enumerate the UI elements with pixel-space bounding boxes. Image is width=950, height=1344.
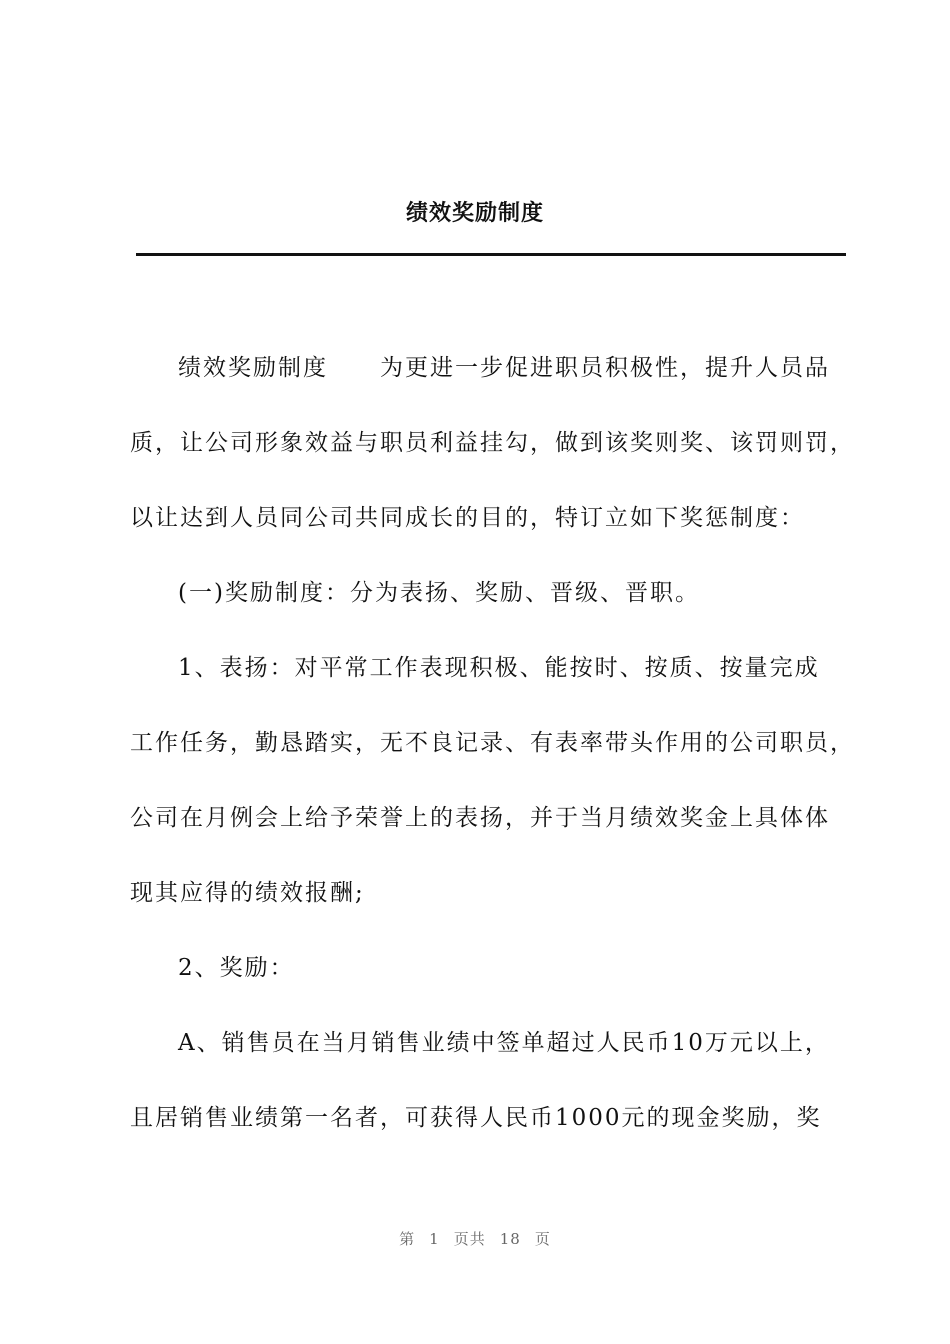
title-divider [136,253,846,256]
section-heading-rewards: (一)奖励制度：分为表扬、奖励、晋级、晋职。 [178,580,700,606]
footer-suffix: 页 [534,1230,551,1248]
intro-lead: 绩效奖励制度 [178,355,328,381]
itemA-line-1: A、销售员在当月销售业绩中签单超过人民币10万元以上， [178,1030,830,1056]
footer-total-pages: 18 [499,1230,521,1248]
item1-line-3: 公司在月例会上给予荣誉上的表扬，并于当月绩效奖金上具体体 [130,805,830,831]
paragraph-intro-line-3: 以让达到人员同公司共同成长的目的，特订立如下奖惩制度： [130,505,805,531]
intro-text: 为更进一步促进职员积极性，提升人员品 [380,355,830,381]
itemA-line-2: 且居销售业绩第一名者，可获得人民币1000元的现金奖励，奖 [130,1105,822,1131]
item1-line-2: 工作任务，勤恳踏实，无不良记录、有表率带头作用的公司职员， [130,730,855,756]
item1-line-4: 现其应得的绩效报酬; [130,880,365,906]
document-body [130,345,855,1170]
item1-line-1: 1、表扬：对平常工作表现积极、能按时、按质、按量完成 [178,655,820,681]
item2-heading: 2、奖励： [178,955,295,981]
paragraph-intro-line-1 [130,345,840,420]
footer-page-number: 1 [429,1230,440,1248]
page-title: 绩效奖励制度 [405,201,544,226]
footer-middle: 页共 [453,1230,486,1248]
paragraph-intro-line-2: 质，让公司形象效益与职员利益挂勾，做到该奖则奖、该罚则罚， [130,430,855,456]
page-footer [0,1228,950,1249]
footer-prefix: 第 [399,1230,416,1248]
